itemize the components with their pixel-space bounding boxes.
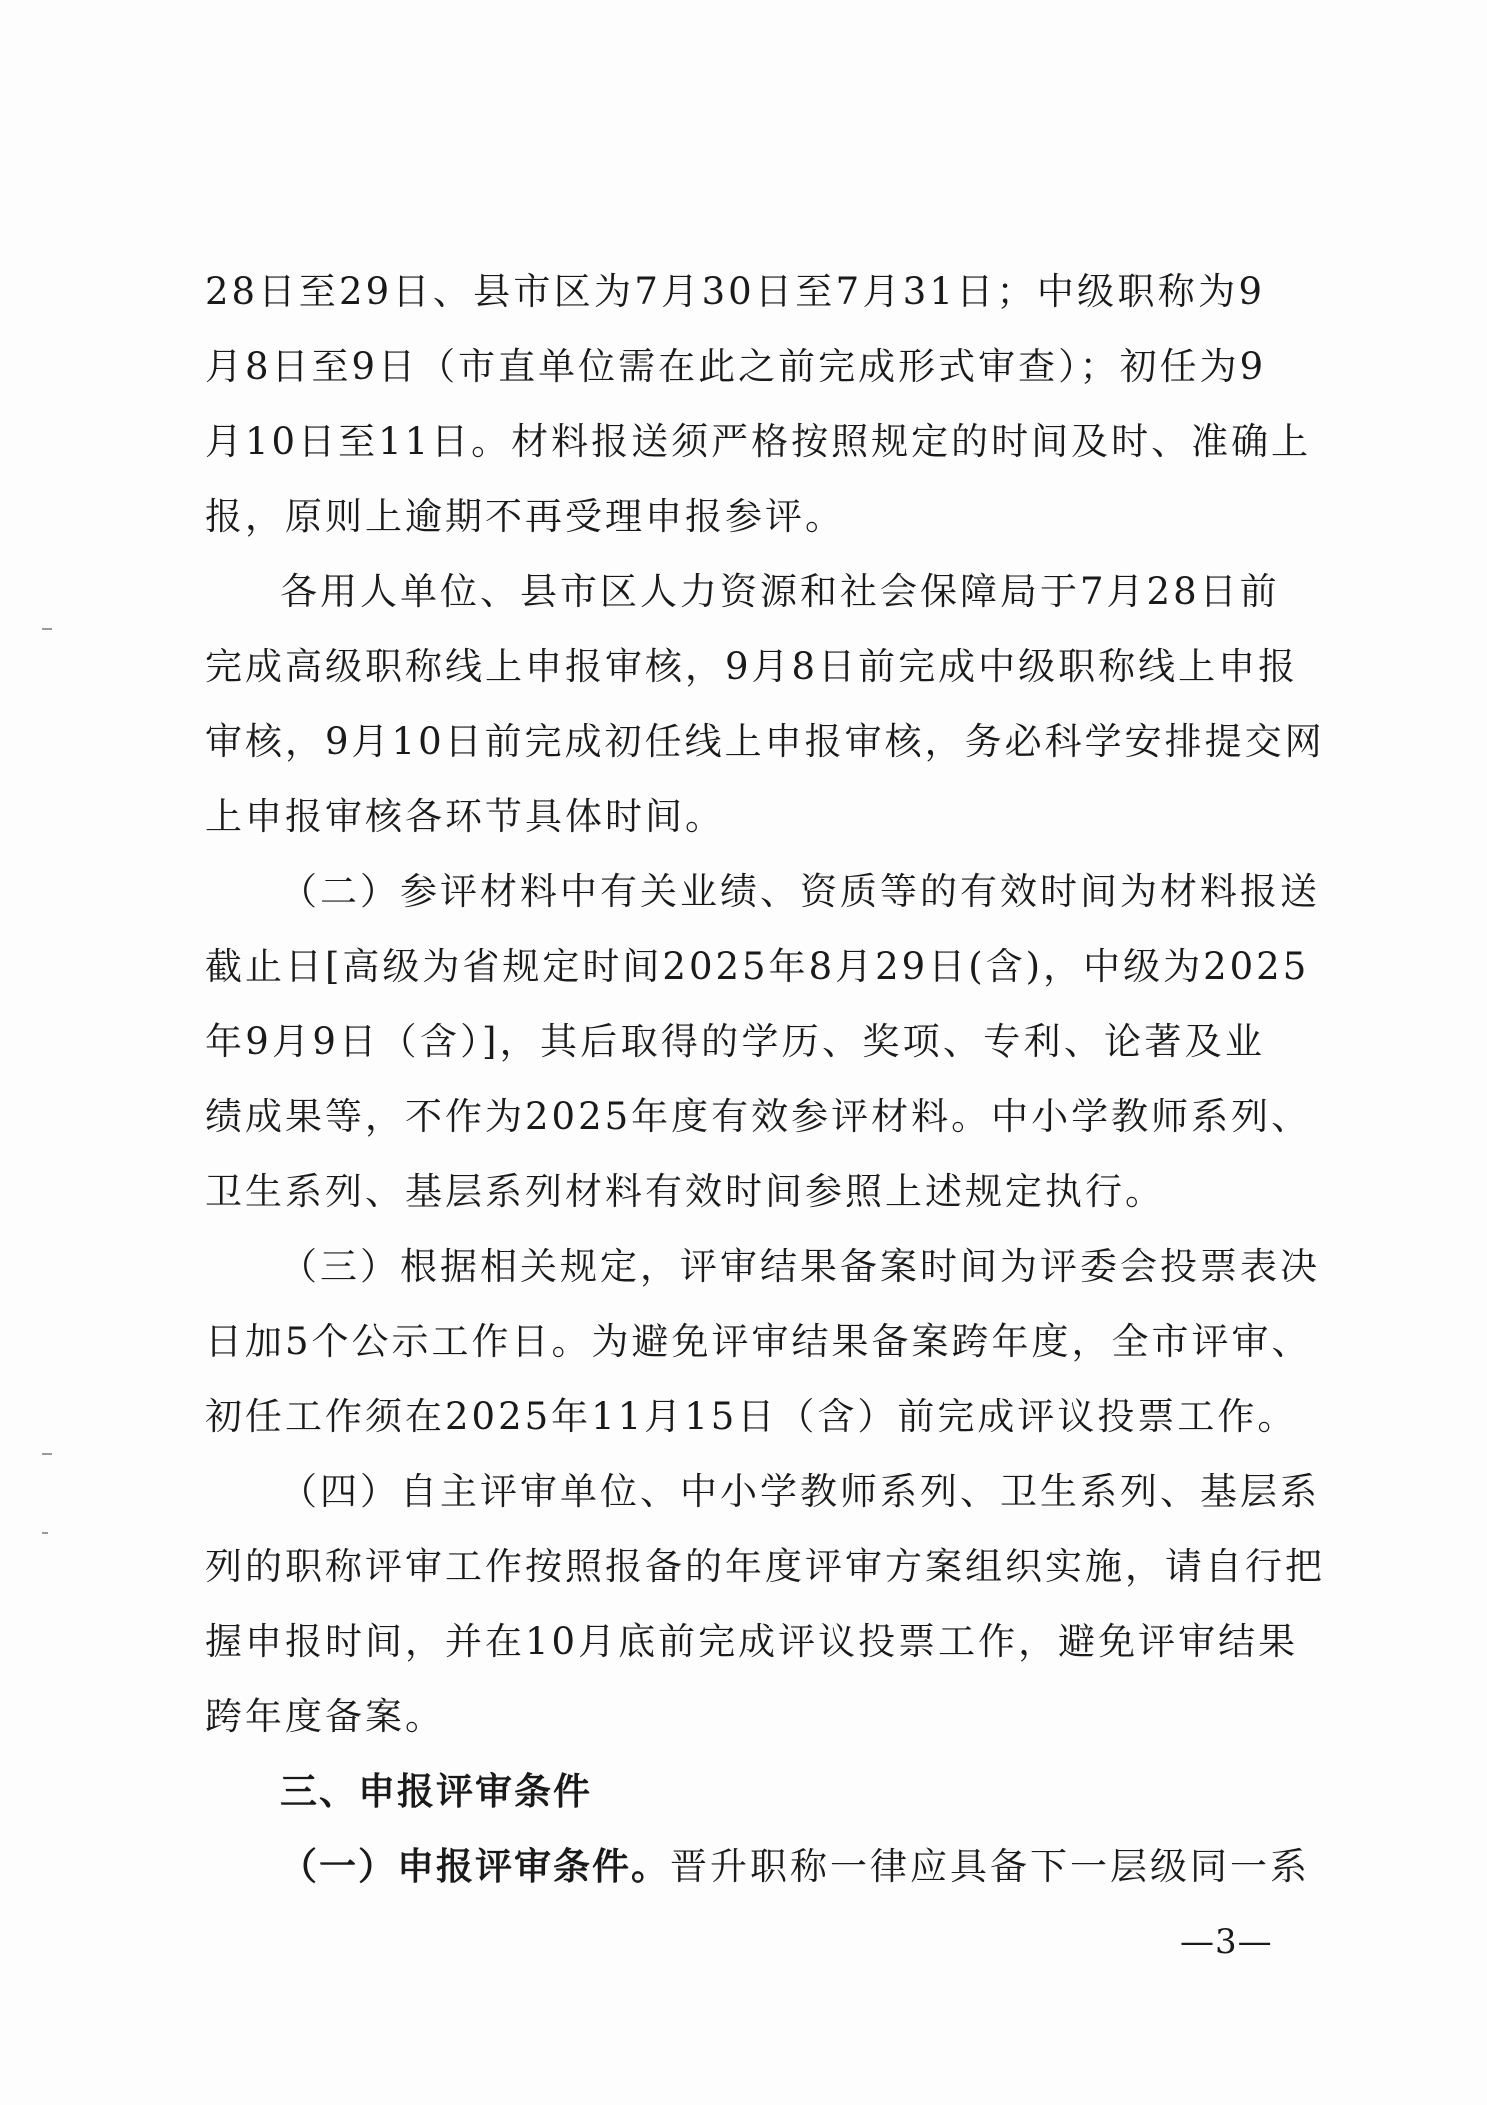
subsection-text: 晋升职称一律应具备下一层级同一系: [670, 1845, 1310, 1888]
paragraph-line: 截止日[高级为省规定时间2025年8月29日(含)，中级为2025: [205, 945, 1310, 988]
paragraph-line: 绩成果等，不作为2025年度有效参评材料。中小学教师系列、: [205, 1095, 1312, 1138]
subsection-line: [280, 1845, 1310, 1889]
scan-margin-mark: [42, 1532, 48, 1534]
subsection-heading: （一）申报评审条件。: [280, 1845, 670, 1888]
paragraph-first-line: （三）根据相关规定，评审结果备案时间为评委会投票表决: [280, 1245, 1320, 1288]
page-number: —3—: [1180, 1922, 1273, 1962]
paragraph-line: 月8日至9日（市直单位需在此之前完成形式审查）；初任为9: [205, 345, 1267, 388]
paragraph-line: 列的职称评审工作按照报备的年度评审方案组织实施，请自行把: [205, 1545, 1325, 1588]
paragraph-line: 上申报审核各环节具体时间。: [205, 795, 725, 838]
paragraph-line: 年9月9日（含）]，其后取得的学历、奖项、专利、论著及业: [205, 1020, 1265, 1063]
paragraph-line: 报，原则上逾期不再受理申报参评。: [205, 495, 845, 538]
paragraph-first-line: （二）参评材料中有关业绩、资质等的有效时间为材料报送: [280, 870, 1320, 913]
paragraph-first-line: （四）自主评审单位、中小学教师系列、卫生系列、基层系: [280, 1470, 1320, 1513]
paragraph-line: 卫生系列、基层系列材料有效时间参照上述规定执行。: [205, 1170, 1165, 1213]
section-heading: 三、申报评审条件: [280, 1770, 592, 1813]
paragraph-first-line: 各用人单位、县市区人力资源和社会保障局于7月28日前: [280, 570, 1280, 613]
paragraph-line: 审核，9月10日前完成初任线上申报审核，务必科学安排提交网: [205, 720, 1325, 763]
paragraph-line: 握申报时间，并在10月底前完成评议投票工作，避免评审结果: [205, 1620, 1299, 1663]
paragraph-line: 初任工作须在2025年11月15日（含）前完成评议投票工作。: [205, 1395, 1298, 1438]
paragraph-line: 完成高级职称线上申报审核，9月8日前完成中级职称线上申报: [205, 645, 1299, 688]
paragraph-line: 月10日至11日。材料报送须严格按照规定的时间及时、准确上: [205, 420, 1312, 463]
paragraph-line: 28日至29日、县市区为7月30日至7月31日；中级职称为9: [205, 270, 1265, 313]
paragraph-line: 跨年度备案。: [205, 1695, 445, 1738]
scan-margin-mark: [42, 1453, 52, 1455]
paragraph-line: 日加5个公示工作日。为避免评审结果备案跨年度，全市评审、: [205, 1320, 1312, 1363]
scan-margin-mark: [42, 628, 52, 630]
